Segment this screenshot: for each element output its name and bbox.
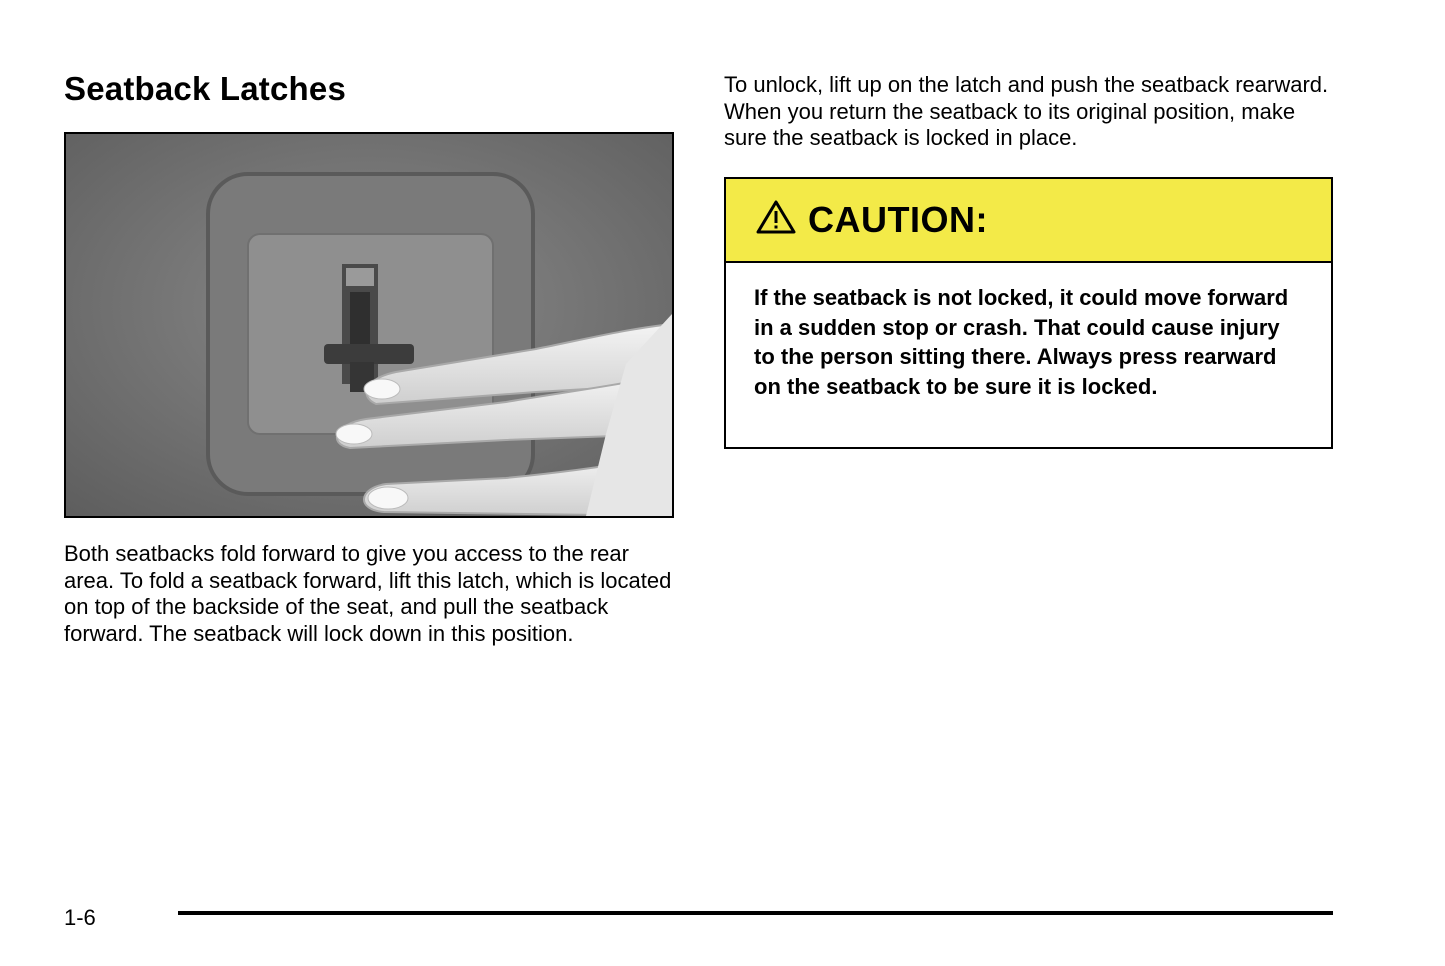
page-number: 1-6 bbox=[64, 905, 96, 930]
seatback-latch-photo bbox=[64, 132, 674, 518]
caution-text: If the seatback is not locked, it could move forward in a sudden stop or crash. That could cause injury to the person sitting there. Always press rearward on the seatback to be sure it is locked. bbox=[754, 285, 1289, 399]
latch-illustration bbox=[66, 134, 672, 516]
section-heading: Seatback Latches bbox=[64, 70, 347, 107]
caution-box bbox=[724, 177, 1333, 449]
caution-title: CAUTION: bbox=[808, 199, 988, 240]
caution-header bbox=[726, 179, 1331, 263]
warning-triangle-icon bbox=[756, 200, 796, 234]
seatback-unlock-instructions: To unlock, lift up on the latch and push the seatback rearward. When you return the seatback to its original position, make sure the seatback is locked in place. bbox=[724, 72, 1329, 151]
seatback-fold-instructions: Both seatbacks fold forward to give you access to the rear area. To fold a seatback forward, lift this latch, which is located on top of the backside of the seat, and pull the seatback forward. The seatback will lock down in this position. bbox=[64, 541, 672, 647]
footer-rule bbox=[178, 911, 1333, 915]
